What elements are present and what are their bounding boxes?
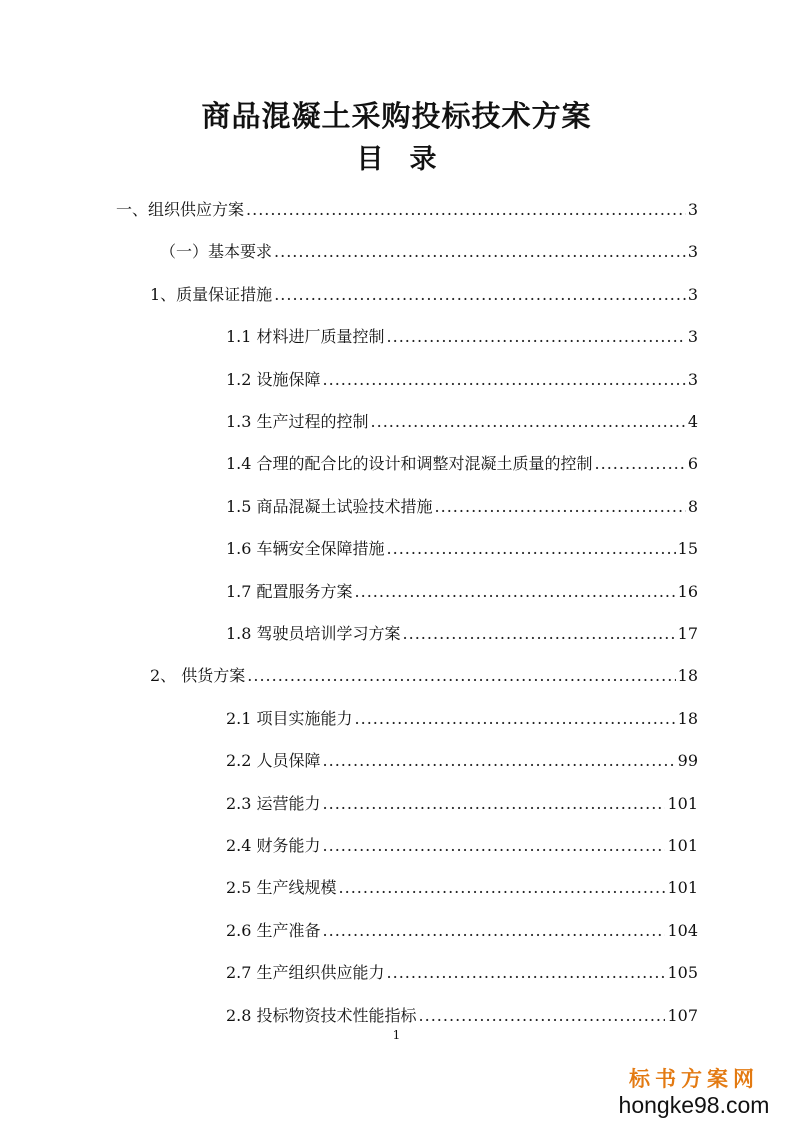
toc-entry[interactable] [226,492,698,522]
toc-dot-leader [419,1001,666,1031]
toc-dot-leader [403,619,676,649]
toc-entry[interactable] [226,873,698,903]
toc-dot-leader [595,449,686,479]
toc-entry-page-number: 18 [677,709,698,728]
toc-dot-leader [323,365,686,395]
toc-entry-page-number: 3 [687,242,698,261]
toc-entry[interactable] [226,619,698,649]
toc-entry-label: 1.3 生产过程的控制 [226,412,369,431]
toc-entry-label: 1.7 配置服务方案 [226,582,353,601]
toc-dot-leader [387,534,676,564]
toc-entry[interactable] [226,958,698,988]
toc-entry[interactable] [226,704,698,734]
toc-entry[interactable] [226,1001,698,1031]
toc-entry-page-number: 101 [667,836,698,855]
toc-entry-page-number: 3 [687,327,698,346]
toc-dot-leader [323,746,676,776]
toc-entry-page-number: 99 [677,751,698,770]
toc-entry-label: 2.4 财务能力 [226,836,321,855]
toc-entry-label: 2.7 生产组织供应能力 [226,963,385,982]
toc-entry[interactable] [226,322,698,352]
toc-entry-page-number: 18 [677,666,698,685]
toc-entry-page-number: 107 [667,1006,698,1025]
toc-entry-page-number: 101 [667,878,698,897]
toc-entry-label: 1.6 车辆安全保障措施 [226,539,385,558]
toc-entry-page-number: 8 [687,497,698,516]
toc-entry-page-number: 6 [687,454,698,473]
page-number: 1 [392,1028,401,1042]
toc-entry[interactable] [226,449,698,479]
toc-entry-page-number: 105 [667,963,698,982]
toc-entry-page-number: 3 [687,285,698,304]
toc-entry-label: 一、组织供应方案 [116,200,245,219]
toc-entry-label: （一）基本要求 [160,242,273,261]
toc-entry-label: 1、质量保证措施 [150,285,273,304]
toc-dot-leader [387,322,686,352]
toc-entry-label: 2.1 项目实施能力 [226,709,353,728]
toc-entry-page-number: 4 [687,412,698,431]
toc-entry-label: 2.6 生产准备 [226,921,321,940]
toc-entry-page-number: 3 [687,370,698,389]
watermark [609,1066,779,1118]
toc-entry-label: 1.2 设施保障 [226,370,321,389]
toc-entry[interactable] [226,916,698,946]
toc-entry[interactable] [150,661,698,691]
toc-dot-leader [355,704,676,734]
toc-heading-char-2: 录 [409,144,437,175]
toc-entry[interactable] [226,789,698,819]
toc-entry-page-number: 101 [667,794,698,813]
toc-entry-page-number: 17 [677,624,698,643]
toc-entry-page-number: 16 [677,582,698,601]
toc-dot-leader [435,492,686,522]
toc-entry[interactable] [226,407,698,437]
toc-entry[interactable] [160,237,698,267]
toc-dot-leader [323,831,666,861]
toc-heading [0,140,793,180]
toc-entry-label: 2.3 运营能力 [226,794,321,813]
toc-entry-label: 2、 供货方案 [150,666,246,685]
toc-entry-label: 2.5 生产线规模 [226,878,337,897]
toc-heading-char-1: 目 [356,144,384,175]
toc-dot-leader [355,577,676,607]
toc-dot-leader [274,280,686,310]
toc-entry-page-number: 3 [687,200,698,219]
toc-entry-label: 1.8 驾驶员培训学习方案 [226,624,401,643]
toc-entry[interactable] [226,577,698,607]
toc-entry[interactable] [226,365,698,395]
toc-entry[interactable] [226,831,698,861]
toc-entry-label: 1.5 商品混凝土试验技术措施 [226,497,433,516]
toc-entry[interactable] [150,280,698,310]
document-title: 商品混凝土采购投标技术方案 [201,99,592,133]
toc-entry-label: 2.8 投标物资技术性能指标 [226,1006,417,1025]
toc-dot-leader [323,789,666,819]
toc-entry[interactable] [226,534,698,564]
toc-entry-page-number: 15 [677,539,698,558]
toc-entry[interactable] [226,746,698,776]
watermark-chinese-text: 标书方案网 [629,1067,759,1091]
toc-entry[interactable] [116,195,698,225]
toc-entry-label: 1.4 合理的配合比的设计和调整对混凝土质量的控制 [226,454,593,473]
toc-entry-label: 2.2 人员保障 [226,751,321,770]
toc-entry-label: 1.1 材料进厂质量控制 [226,327,385,346]
toc-entry-page-number: 104 [667,921,698,940]
toc-dot-leader [323,916,666,946]
toc-dot-leader [371,407,686,437]
toc-dot-leader [387,958,666,988]
toc-dot-leader [274,237,686,267]
toc-dot-leader [247,661,675,691]
toc-dot-leader [246,195,686,225]
toc-dot-leader [339,873,666,903]
watermark-url: hongke98.com [618,1092,770,1118]
